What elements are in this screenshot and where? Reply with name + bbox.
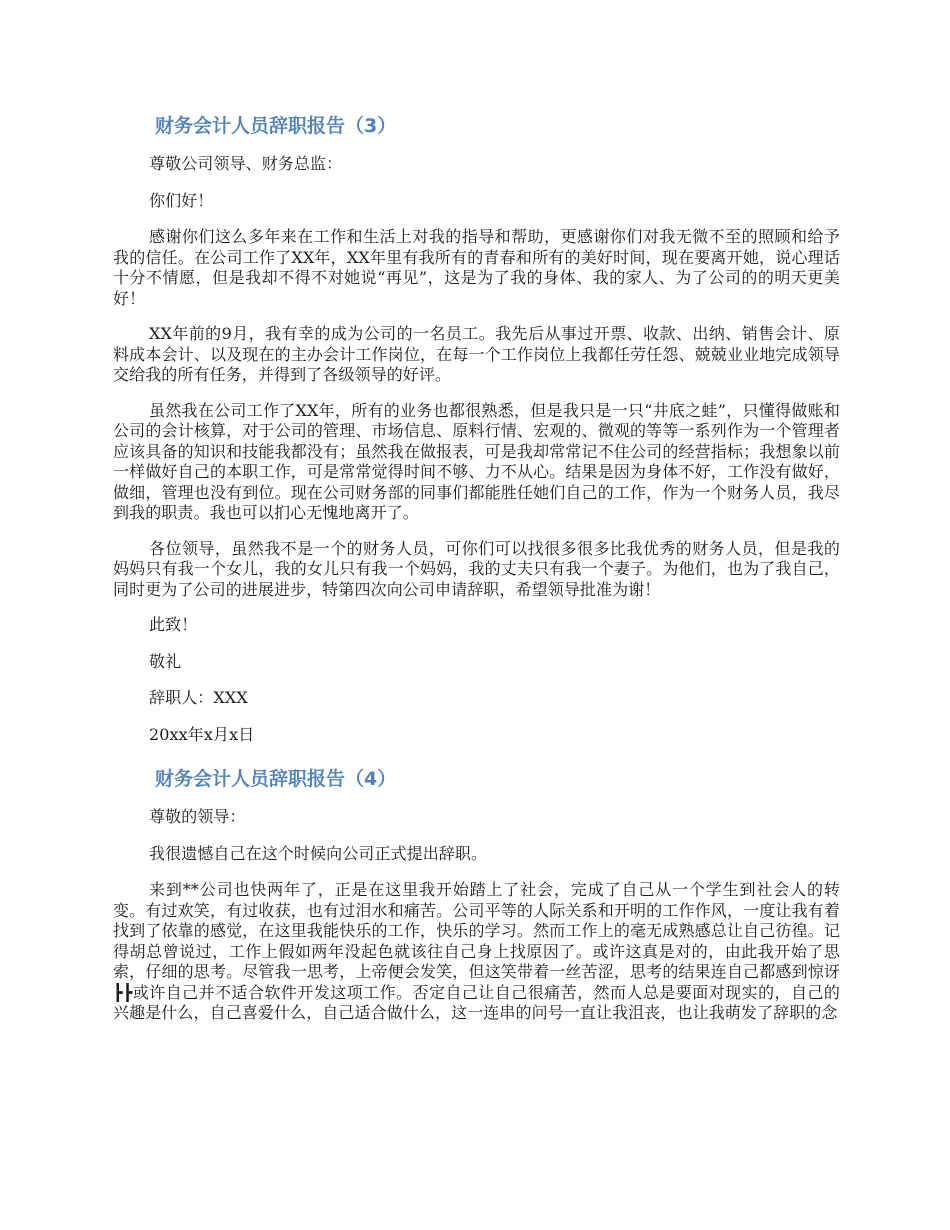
paragraph: 感谢你们这么多年来在工作和生活上对我的指导和帮助，更感谢你们对我无微不至的照顾和给予我的信任。在公司工作了XX年，XX年里有我所有的青春和所有的美好时间，现在要离开她，说心理话十分不情愿，但是我却不得不对她说“再见”，这是为了我的身体、我的家人、为了公司的的明天更美好！ [113,227,840,308]
date: 20xx年x月x日 [149,724,255,744]
paragraph: XX年前的9月，我有幸的成为公司的一名员工。我先后从事过开票、收款、出纳、销售会计、原料成本会计、以及现在的主办会计工作岗位，在每一个工作岗位上我都任劳任怨、兢兢业业地完成领导交给我的所有任务，并得到了各级领导的好评。 [113,324,840,384]
document-body [113,108,840,1039]
greeting: 你们好！ [149,190,214,210]
paragraph: 来到**公司也快两年了，正是在这里我开始踏上了社会，完成了自己从一个学生到社会人的转变。有过欢笑，有过收获，也有过泪水和痛苦。公司平等的人际关系和开明的工作作风，一度让我有着找到了依靠的感觉，在这里我能快乐的工作，快乐的学习。然而工作上的毫无成熟感总让自己彷徨。记得胡总曾说过，工作上假如两年没起色就该往自己身上找原因了。或许这真是对的，由此我开始了思索，仔细的思考。尽管我一思考，上帝便会发笑，但这笑带着一丝苦涩，思考的结果连自己都感到惊讶┣┣或许自己并不适合软件开发这项工作。否定自己让自己很痛苦，然而人总是要面对现实的，自己的兴趣是什么，自己喜爱什么，自己适合做什么，这一连串的问号一直让我沮丧，也让我萌发了辞职的念 [113,880,840,1022]
section-title-4: 财务会计人员辞职报告（4） [155,768,397,790]
salutation: 尊敬公司领导、财务总监： [149,154,343,173]
regards: 敬礼 [149,651,182,671]
paragraph: 各位领导，虽然我不是一个的财务人员，可你们可以找很多很多比我优秀的财务人员，但是我的妈妈只有我一个女儿，我的女儿只有我一个妈妈，我的丈夫只有我一个妻子。为他们，也为了我自己，同时更为了公司的进展进步，特第四次向公司申请辞职，希望领导批准为谢！ [113,538,840,599]
signature: 辞职人：XXX [149,688,248,707]
paragraph: 我很遗憾自己在这个时候向公司正式提出辞职。 [149,843,488,863]
salutation: 尊敬的领导： [149,807,246,826]
section-title-3: 财务会计人员辞职报告（3） [155,115,397,137]
closing: 此致！ [149,615,198,634]
paragraph: 虽然我在公司工作了XX年，所有的业务也都很熟悉，但是我只是一只“井底之蛙”，只懂得做账和公司的会计核算，对于公司的管理、市场信息、原料行情、宏观的、微观的等等一系列作为一个管理者应该具备的知识和技能我都没有；虽然我在做报表，可是我却常常记不住公司的经营指标；我想象以前一样做好自己的本职工作，可是常常觉得时间不够、力不从心。结果是因为身体不好，工作没有做好，做细，管理也没有到位。现在公司财务部的同事们都能胜任她们自己的工作，作为一个财务人员，我尽到我的职责。我也可以扪心无愧地离开了。 [113,400,840,522]
